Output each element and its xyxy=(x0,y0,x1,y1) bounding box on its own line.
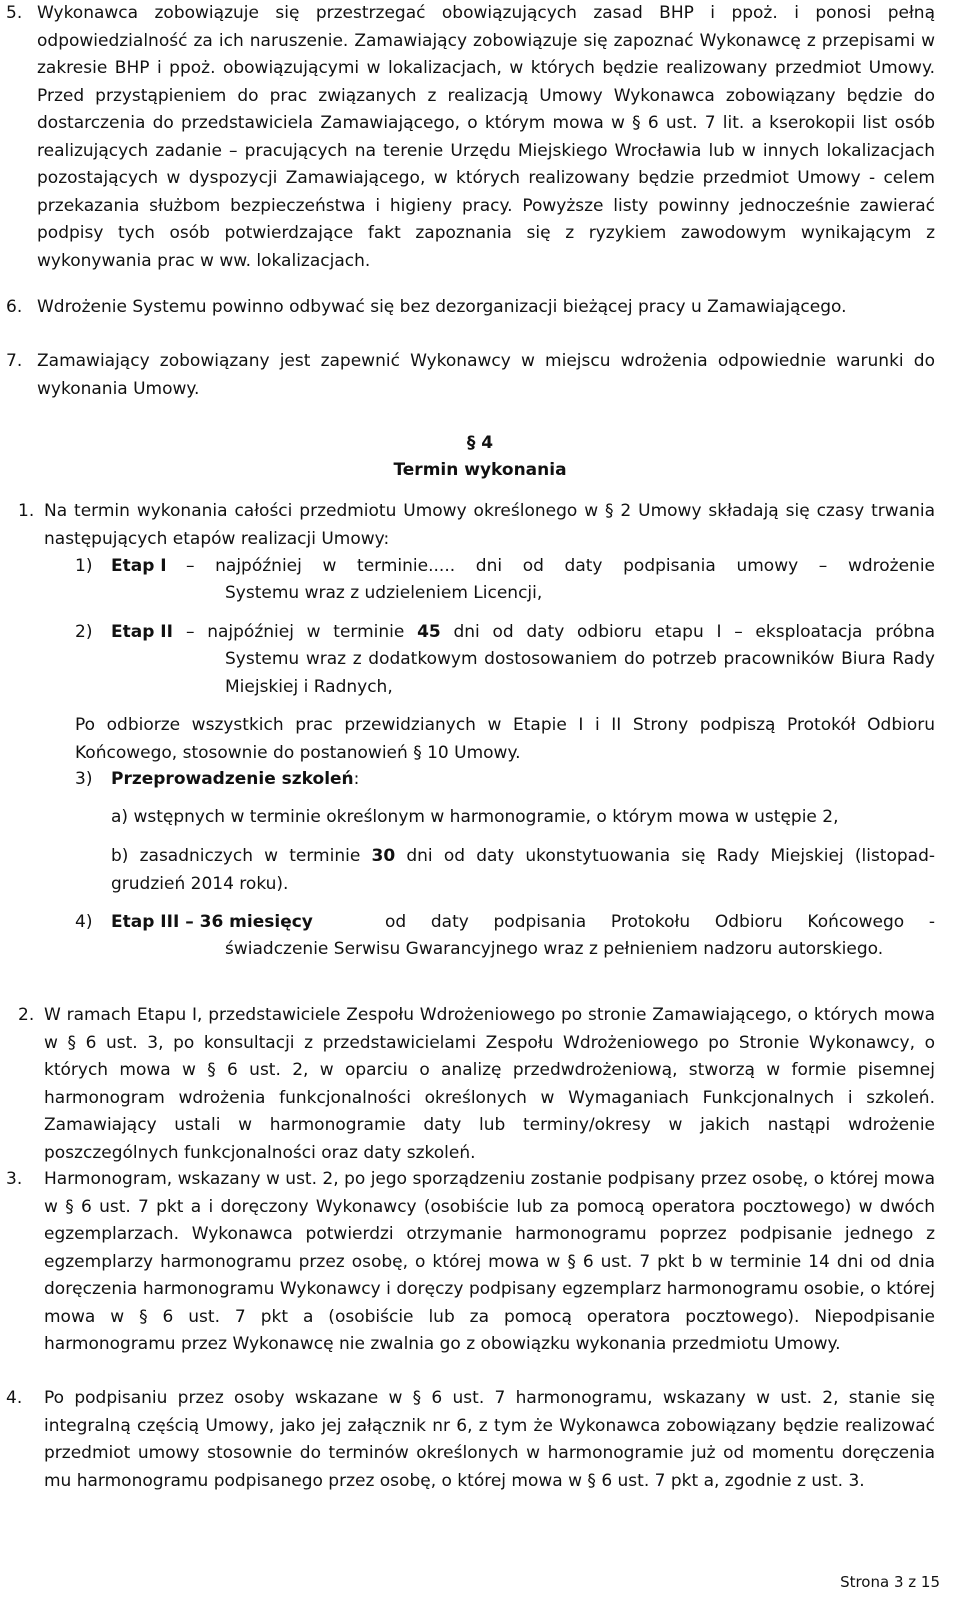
stage-label: Etap III – 36 miesięcy xyxy=(111,912,313,932)
stage-1-description: – najpóźniej w terminie..... dni od daty podpisania umowy – wdrożenie xyxy=(186,556,935,576)
stage-number: 4) xyxy=(75,912,93,932)
clause-number: 1. xyxy=(18,501,35,521)
clause-schedule: W ramach Etapu I, przedstawiciele Zespołu Wdrożeniowego po stronie Zamawiającego, o których mowa w § 6 ust. 3, po konsultacji z przedstawicielami Zespołu Wdrożeniowego po Stronie Wykonawcy, o których mowa w § 6 ust. 2, w oparciu o analizę przedwdrożeniową, stworzą w formie pisemnej harmonogram wdrożenia funkcjonalności określonych w Wymaganiach Funkcjonalnych i szkoleń. Zamawiający ustali w harmonogramie daty lub terminy/okresy w jakich nastąpi wdrożenie poszczególnych funkcjonalności oraz daty szkoleń. xyxy=(44,1005,935,1163)
clause-schedule-integral: Po podpisaniu przez osoby wskazane w § 6 ust. 7 harmonogramu, wskazany w ust. 2, stanie się integralną częścią Umowy, jako jej załącznik nr 6, z tym że Wykonawca zobowiązany będzie realizować przedmiot umowy stosownie do terminów określonych w harmonogramie już od momentu doręczenia mu harmonogramu podpisanego przez osobę, o której mowa w § 6 ust. 7 pkt a, zgodnie z ust. 3. xyxy=(44,1388,935,1491)
stage-2-description: – najpóźniej w terminie 45 dni od daty odbioru etapu I – eksploatacja próbna xyxy=(186,622,935,642)
stage-label: Etap II xyxy=(111,622,173,642)
clause-schedule-signing: Harmonogram, wskazany w ust. 2, po jego sporządzeniu zostanie podpisany przez osobę, o której mowa w § 6 ust. 7 pkt a i doręczony Wykonawcy (osobiście lub za pomocą operatora pocztowego) w dwóch egzemplarzach. Wykonawca potwierdzi otrzymanie harmonogramu poprzez podpisanie jednego z egzemplarzy harmonogramu przez osobę, o której mowa w § 6 ust. 7 pkt b w terminie 14 dni od dnia doręczenia harmonogramu Wykonawcy i doręczy podpisany egzemplarz harmonogramu osobie, o której mowa w § 6 ust. 7 pkt a (osobiście lub za pomocą operatora pocztowego). Niepodpisanie harmonogramu przez Wykonawcę nie zwalnia go z obowiązku wykonania przedmiotu Umowy. xyxy=(44,1169,935,1354)
stage-number: 3) xyxy=(75,769,93,789)
item-number: 6. xyxy=(6,297,23,317)
item-number: 5. xyxy=(6,3,23,23)
stage-number: 1) xyxy=(75,556,93,576)
training-main: b) zasadniczych w terminie 30 dni od daty ukonstytuowania się Rady Miejskiej (listopad-grudzień 2014 roku). xyxy=(111,846,935,894)
training-label: Przeprowadzenie szkoleń: xyxy=(111,769,360,789)
section-title: Termin wykonania xyxy=(393,460,567,480)
paragraph-no-disruption: Wdrożenie Systemu powinno odbywać się bez dezorganizacji bieżącej pracy u Zamawiającego. xyxy=(37,297,847,317)
paragraph-bhp: Wykonawca zobowiązuje się przestrzegać obowiązujących zasad BHP i ppoż. i ponosi pełną odpowiedzialność za ich naruszenie. Zamawiający zobowiązuje się zapoznać Wykonawcę z przepisami w zakresie BHP i ppoż. obowiązującymi w lokalizacjach, w których będzie realizowany przedmiot Umowy. Przed przystąpieniem do prac związanych z realizacją Umowy Wykonawca zobowiązany będzie do dostarczenia do przedstawiciela Zamawiającego, o którym mowa w § 6 ust. 7 lit. a kserokopii list osób realizujących zadanie – pracujących na terenie Urzędu Miejskiego Wrocławia lub w innych lokalizacjach pozostających w dyspozycji Zamawiającego, w których realizowany będzie przedmiot Umowy - celem przekazania służbom bezpieczeństwa i higieny pracy. Powyższe listy powinny jednocześnie zawierać podpisy tych osób potwierdzające fakt zapoznania się z ryzykiem zawodowym wynikającym z wykonywania prac w ww. lokalizacjach. xyxy=(37,3,935,271)
stage-3-continuation: świadczenie Serwisu Gwarancyjnego wraz z pełnieniem nadzoru autorskiego. xyxy=(225,939,884,959)
paragraph-conditions: Zamawiający zobowiązany jest zapewnić Wykonawcy w miejscu wdrożenia odpowiednie warunki do wykonania Umowy. xyxy=(37,351,935,399)
stage-3-description: od daty podpisania Protokołu Odbioru Końcowego - xyxy=(385,912,935,932)
stage-2-continuation: Systemu wraz z dodatkowym dostosowaniem do potrzeb pracowników Biura Rady Miejskiej i Radnych, xyxy=(225,649,935,697)
clause-number: 4. xyxy=(6,1388,23,1408)
stage-label: Etap I xyxy=(111,556,167,576)
clause-number: 2. xyxy=(18,1005,35,1025)
final-acceptance-note: Po odbiorze wszystkich prac przewidzianych w Etapie I i II Strony podpiszą Protokół Odbioru Końcowego, stosownie do postanowień § 10 Umowy. xyxy=(75,715,935,763)
section-number: § 4 xyxy=(466,433,494,453)
item-number: 7. xyxy=(6,351,23,371)
training-initial: a) wstępnych w terminie określonym w harmonogramie, o którym mowa w ustępie 2, xyxy=(111,807,839,827)
clause-term-intro: Na termin wykonania całości przedmiotu Umowy określonego w § 2 Umowy składają się czasy trwania następujących etapów realizacji Umowy: xyxy=(44,501,935,549)
stage-number: 2) xyxy=(75,622,93,642)
stage-1-continuation: Systemu wraz z udzieleniem Licencji, xyxy=(225,583,543,603)
clause-number: 3. xyxy=(6,1169,23,1189)
page-number: Strona 3 z 15 xyxy=(840,1573,940,1591)
